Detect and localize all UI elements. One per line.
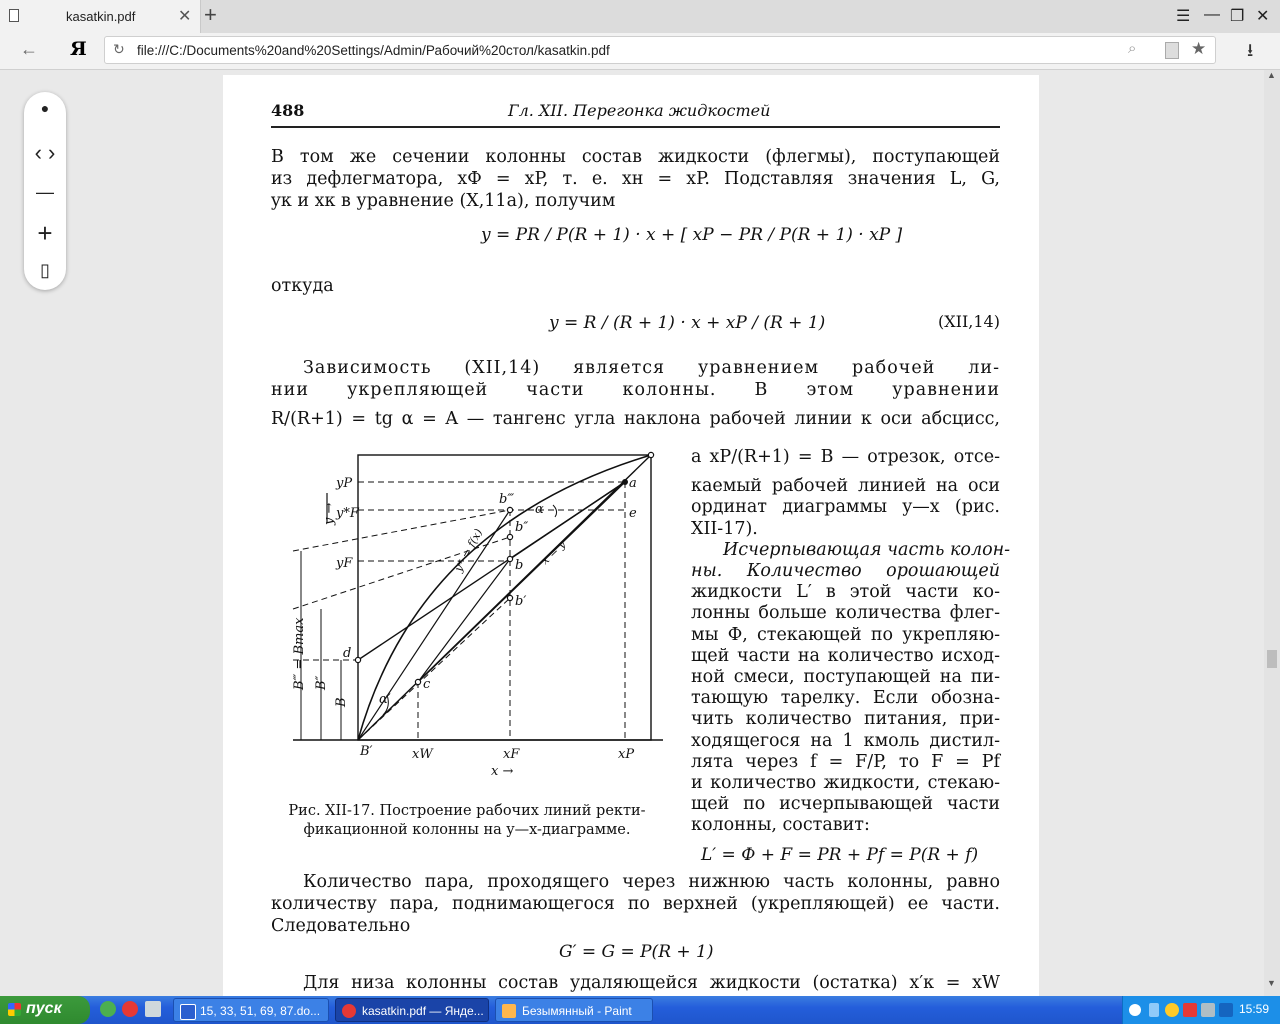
label-Bprime: B′ <box>360 744 373 759</box>
tab-bar <box>0 0 1280 33</box>
navigation-toolbar <box>0 33 1280 70</box>
equation-2: y = R / (R + 1) · x + xP / (R + 1) <box>549 313 826 333</box>
paragraph-line: Зависимость (XII,14) является уравнением рабочей ли- <box>303 358 1000 378</box>
tray-network-icon[interactable] <box>1201 1003 1215 1017</box>
right-column-line: жидкости L′ в этой части ко- <box>691 582 1000 603</box>
label-b: b <box>515 558 524 573</box>
right-column-line: лята через f = F/P, то F = Pf <box>691 751 1000 772</box>
label-c: c <box>423 677 431 692</box>
equation-4: G′ = G = P(R + 1) <box>559 942 714 962</box>
point-a <box>622 479 628 485</box>
download-icon[interactable]: ⭳ <box>1247 40 1254 60</box>
label-y-axis: y → <box>322 502 337 525</box>
right-column-line: щей по исчерпывающей части <box>691 794 1000 815</box>
right-column-line: мы Ф, стекающей по укрепляю- <box>691 624 1000 645</box>
paragraph-line: нии укрепляющей части колонны. В этом уравнении <box>271 380 1000 400</box>
right-column-line: ходящегося на 1 кмоль дистил- <box>691 730 1000 751</box>
working-line-c-a <box>418 482 625 682</box>
point-d <box>355 657 360 662</box>
paragraph-line: Количество пара, проходящего через нижнюю часть колонны, равно <box>303 872 1000 892</box>
start-label: пуск <box>26 1000 62 1017</box>
right-column-line: ны. Количество орошающей <box>691 561 1000 581</box>
scroll-up-icon[interactable]: ▲ <box>1267 70 1276 80</box>
windows-taskbar <box>0 996 1280 1024</box>
page-icon[interactable] <box>1165 42 1179 59</box>
label-diag: x = y <box>538 537 569 568</box>
clock[interactable]: 15:59 <box>1239 1002 1270 1016</box>
label-a: a <box>629 476 637 491</box>
right-column-line: щей части на количество исход- <box>691 645 1000 666</box>
pointer-dot-button[interactable]: ● <box>40 100 50 116</box>
yandex-icon <box>342 1004 356 1018</box>
prev-next-page-button[interactable]: ‹ › <box>34 140 56 165</box>
label-yP: yP <box>336 476 353 491</box>
right-column-line: чить количество питания, при- <box>691 709 1000 730</box>
page-number: 488 <box>271 101 305 120</box>
zoom-icon[interactable]: ⌕ <box>1128 40 1137 57</box>
dash-b2 <box>293 537 510 609</box>
label-b2: b″ <box>515 520 529 535</box>
label-xW: xW <box>412 747 433 762</box>
point-b <box>507 556 512 561</box>
system-tray <box>1122 996 1280 1024</box>
point-b1 <box>507 595 512 600</box>
document-icon <box>9 9 19 22</box>
bookmark-star-icon[interactable]: ★ <box>1191 39 1207 58</box>
menu-icon[interactable]: ☰ <box>1176 8 1191 25</box>
word-icon <box>180 1004 196 1020</box>
tab-kasatkin[interactable] <box>0 0 201 33</box>
label-xF: xF <box>503 747 520 762</box>
label-d: d <box>343 646 352 661</box>
vertical-scrollbar[interactable] <box>1264 70 1280 996</box>
right-column-line: ординат диаграммы y—x (рис. <box>691 497 1000 518</box>
label-x-axis: x → <box>491 764 514 779</box>
label-B: B <box>334 697 349 707</box>
paragraph-line: из дефлегматора, xФ = xP, т. е. xн = xP. Подставляя значения L, G, <box>271 169 1000 189</box>
right-column-line: и количество жидкости, стекаю- <box>691 773 1000 793</box>
dash-b1 <box>358 598 510 740</box>
reload-icon[interactable]: ↻ <box>113 41 125 57</box>
label-yF-star: y*F <box>336 506 359 521</box>
restore-button[interactable]: ❐ <box>1230 8 1245 25</box>
task-label: 15, 33, 51, 69, 87.do... <box>200 1004 321 1018</box>
chapter-title: Гл. XII. Перегонка жидкостей <box>508 101 771 120</box>
pdf-viewer <box>0 70 1280 996</box>
taskbar-item-browser[interactable] <box>335 998 489 1022</box>
alpha-arc <box>553 505 557 517</box>
url-text[interactable]: file:///C:/Documents%20and%20Settings/Admin/Рабочий%20стол/kasatkin.pdf <box>137 43 610 58</box>
taskbar-item-paint[interactable] <box>495 998 653 1022</box>
windows-logo-icon <box>8 1003 21 1016</box>
label-alpha: α <box>535 502 544 517</box>
header-rule <box>271 126 1000 128</box>
paragraph-line: Для низа колонны состав удаляющейся жидкости (остатка) x′к = xW <box>303 973 1000 993</box>
label-eq-curve: y* = f(x) <box>451 526 486 575</box>
equation-2-number: (XII,14) <box>938 312 1000 331</box>
paragraph-line: R/(R+1) = tg α = A — тангенс угла наклона рабочей линии к оси абсцисс, <box>271 409 1000 429</box>
label-xP: xP <box>618 747 635 762</box>
pdf-floating-toolbar <box>24 92 66 290</box>
paragraph-line: Следовательно <box>271 916 411 936</box>
paragraph-line: yк и xк в уравнение (X,11а), получим <box>271 191 616 211</box>
zoom-out-button[interactable]: — <box>36 182 54 202</box>
right-column-line: XII-17). <box>691 518 758 539</box>
show-desktop-icon[interactable] <box>145 1001 161 1017</box>
label-e: e <box>629 506 637 521</box>
equation-1: y = PR / P(R + 1) · x + [ xP − PR / P(R + 1) · xP ] <box>481 225 903 245</box>
zoom-in-button[interactable]: + <box>37 218 53 248</box>
right-column-line: ной смеси, поступающей на пи- <box>691 667 1000 687</box>
task-label: Безымянный - Paint <box>522 1004 632 1018</box>
label-yF: yF <box>336 556 353 571</box>
pdf-page <box>223 75 1039 996</box>
yandex-logo[interactable]: Я <box>70 38 87 60</box>
figure-caption <box>271 802 663 840</box>
right-column-line: каемый рабочей линией на оси <box>691 476 1000 497</box>
figure-xii-17 <box>263 445 673 785</box>
paragraph-line: количеству пара, поднимающегося по верхней (укрепляющей) ее части. <box>271 894 1000 914</box>
tray-monitor-icon[interactable] <box>1219 1003 1233 1017</box>
close-window-button[interactable]: ✕ <box>1256 8 1270 25</box>
scroll-down-icon[interactable]: ▼ <box>1267 978 1276 988</box>
working-line-c-b <box>418 559 510 682</box>
caption-line: фикационной колонны на y—x-диаграмме. <box>303 822 631 838</box>
otkuda-word: откуда <box>271 276 334 296</box>
point-c <box>415 679 420 684</box>
tray-arrow-icon[interactable] <box>1129 1004 1141 1016</box>
label-B2: B″ <box>314 675 329 690</box>
tray-device-icon[interactable] <box>1149 1003 1159 1017</box>
label-b3: b‴ <box>499 492 515 507</box>
paint-icon <box>502 1004 516 1018</box>
label-B3: B‴ = Bmax <box>292 617 307 690</box>
fit-page-button[interactable]: ▯ <box>40 260 50 280</box>
right-column-line: колонны, составит: <box>691 815 870 836</box>
label-b1: b′ <box>515 594 527 609</box>
right-column-line: тающую тарелку. Если обозна- <box>691 688 1000 709</box>
right-column-line: лонны больше количества флег- <box>691 603 1000 624</box>
taskbar-item-word[interactable] <box>173 998 329 1022</box>
point-b2 <box>507 534 512 539</box>
point-b3 <box>507 507 512 512</box>
tray-lang-icon[interactable] <box>1183 1003 1197 1017</box>
tray-sound-icon[interactable] <box>1165 1003 1179 1017</box>
equation-3: L′ = Ф + F = PR + Pf = P(R + f) <box>701 845 979 865</box>
scroll-thumb[interactable] <box>1267 650 1277 668</box>
right-column-line: а xP/(R+1) = B — отрезок, отсе- <box>691 447 1000 467</box>
paragraph-line: В том же сечении колонны состав жидкости (флегмы), поступающей <box>271 147 1000 167</box>
utorrent-icon[interactable] <box>100 1001 116 1017</box>
tab-close-icon[interactable]: ✕ <box>178 8 192 25</box>
tab-title: kasatkin.pdf <box>66 9 136 24</box>
back-button[interactable]: ← <box>20 39 38 59</box>
minimize-button[interactable]: — <box>1204 6 1220 23</box>
point-top <box>648 452 653 457</box>
label-alpha-prime: α′ <box>379 692 391 707</box>
yandex-browser-icon[interactable] <box>122 1001 138 1017</box>
start-button[interactable] <box>0 996 90 1024</box>
address-bar[interactable] <box>104 36 1216 64</box>
caption-line: Рис. XII-17. Построение рабочих линий ректи- <box>288 803 646 819</box>
right-column-line: Исчерпывающая часть колон- <box>723 539 1011 560</box>
new-tab-button[interactable]: + <box>204 2 217 27</box>
task-label: kasatkin.pdf — Яндe... <box>362 1004 484 1018</box>
